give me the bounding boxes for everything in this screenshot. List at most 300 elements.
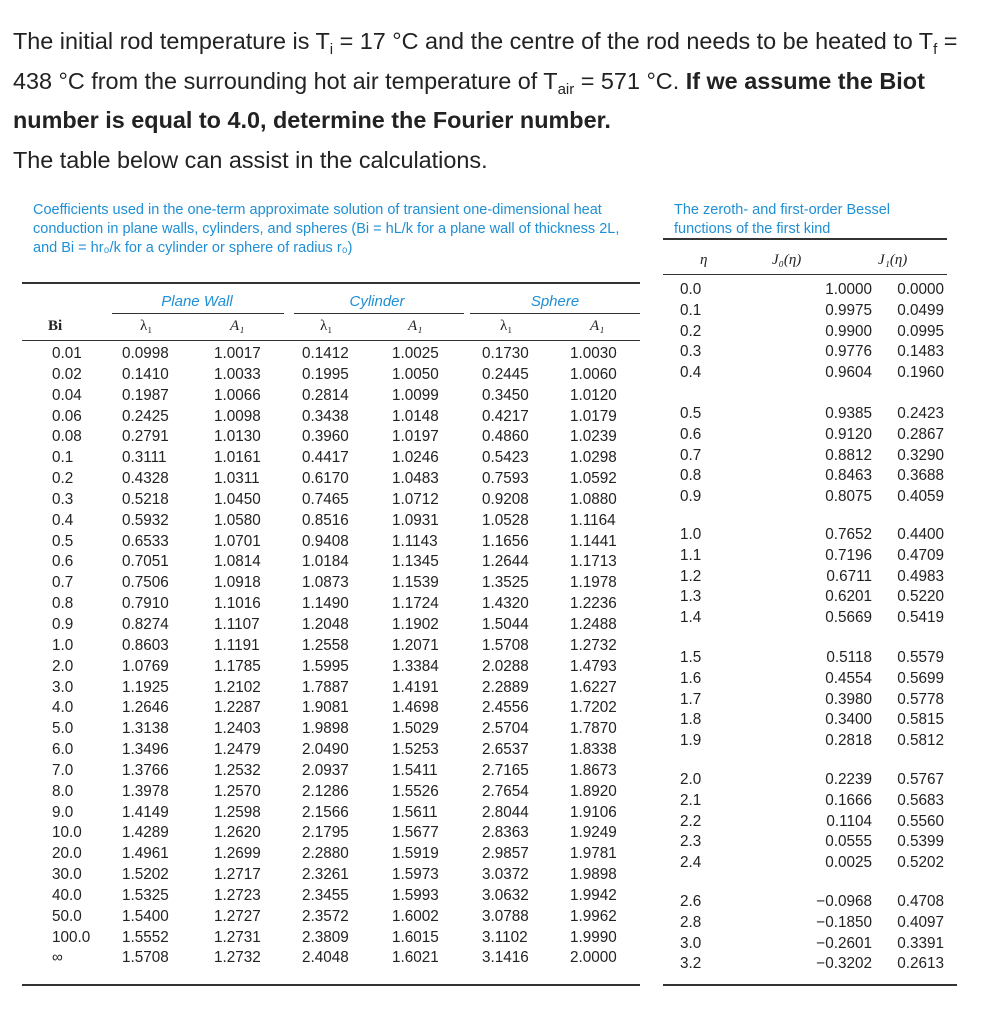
eta-cell: 2.4 <box>680 854 702 872</box>
value-cell: 2.3261 <box>302 866 349 884</box>
bi-cell: 100.0 <box>52 928 91 946</box>
value-cell: 1.9962 <box>570 907 617 925</box>
eta-cell: 1.1 <box>680 546 702 564</box>
list-item <box>680 648 944 669</box>
value-cell: 1.1925 <box>122 678 169 696</box>
value-cell: 0.0025 <box>825 854 872 872</box>
value-cell: 0.6170 <box>302 470 349 488</box>
bi-cell: 1.0 <box>52 636 74 654</box>
value-cell: 1.8338 <box>570 741 617 759</box>
value-cell: 0.7051 <box>122 553 169 571</box>
value-cell: 0.4417 <box>302 449 349 467</box>
value-cell: 1.2717 <box>214 866 261 884</box>
bi-cell: 0.08 <box>52 428 82 446</box>
value-cell: 1.5029 <box>392 720 439 738</box>
list-item <box>680 608 944 629</box>
value-cell: 1.8920 <box>570 782 617 800</box>
value-cell: 0.2445 <box>482 365 529 383</box>
value-cell: 0.3980 <box>825 690 872 708</box>
value-cell: 0.3111 <box>122 449 167 467</box>
bi-cell: 7.0 <box>52 761 74 779</box>
table-row <box>52 719 630 740</box>
value-cell: 1.0017 <box>214 345 261 362</box>
bi-cell: 0.8 <box>52 595 74 613</box>
value-cell: 0.3450 <box>482 386 529 404</box>
value-cell: 2.0937 <box>302 761 349 779</box>
value-cell: 2.3809 <box>302 928 349 946</box>
eta-cell: 1.8 <box>680 711 702 729</box>
group-sphere-rule <box>470 313 640 314</box>
value-cell: 1.5552 <box>122 928 169 946</box>
value-cell: 1.2699 <box>214 845 261 863</box>
list-item <box>680 731 944 752</box>
value-cell: 1.5919 <box>392 845 439 863</box>
value-cell: 1.0592 <box>570 470 617 488</box>
group-sphere: Sphere <box>530 293 580 310</box>
value-cell: 0.2613 <box>897 955 944 973</box>
list-item <box>680 466 944 487</box>
value-cell: 1.5526 <box>392 782 439 800</box>
value-cell: 0.1960 <box>897 364 944 382</box>
value-cell: 1.5202 <box>122 866 169 884</box>
eta-cell: 0.4 <box>680 364 702 382</box>
value-cell: 1.1539 <box>392 574 439 592</box>
value-cell: 0.1483 <box>897 343 944 361</box>
value-cell: 3.0632 <box>482 886 529 904</box>
value-cell: 2.8044 <box>482 803 529 821</box>
value-cell: 2.7165 <box>482 761 529 779</box>
intro-text: The initial rod temperature is T <box>13 28 330 54</box>
value-cell: 1.2646 <box>122 699 169 717</box>
value-cell: 1.2532 <box>214 761 261 779</box>
bi-cell: 0.06 <box>52 407 82 425</box>
header-cyl-a: A₁ <box>408 318 423 334</box>
value-cell: 1.9249 <box>570 824 617 842</box>
value-cell: 1.2479 <box>214 741 261 759</box>
value-cell: 1.0179 <box>570 407 617 425</box>
value-cell: 0.5778 <box>897 690 944 708</box>
value-cell: 1.4149 <box>122 803 169 821</box>
value-cell: 1.7202 <box>570 699 617 717</box>
list-item <box>680 363 944 384</box>
table-row <box>52 948 630 969</box>
value-cell: 1.1143 <box>392 532 438 550</box>
eta-cell: 1.2 <box>680 567 702 585</box>
value-cell: 1.2570 <box>214 782 261 800</box>
value-cell: −0.3202 <box>816 955 872 973</box>
value-cell: 2.3572 <box>302 907 349 925</box>
value-cell: 0.5699 <box>897 669 944 687</box>
value-cell: 0.1995 <box>302 365 349 383</box>
table-row <box>52 511 630 532</box>
table-row <box>52 907 630 928</box>
bi-cell: 0.2 <box>52 470 74 488</box>
value-cell: 1.0161 <box>214 449 261 467</box>
list-item <box>680 587 944 608</box>
value-cell: 1.0197 <box>392 428 439 446</box>
value-cell: 1.0483 <box>392 470 439 488</box>
value-cell: 0.2791 <box>122 428 169 446</box>
ti-equation: = 17 °C and the centre of the rod needs to be heated to T <box>333 28 934 54</box>
value-cell: 1.2723 <box>214 886 261 904</box>
value-cell: 1.6015 <box>392 928 439 946</box>
value-cell: 1.0050 <box>392 365 439 383</box>
value-cell: 1.4289 <box>122 824 169 842</box>
header-eta: η <box>700 252 708 268</box>
value-cell: 2.1286 <box>302 782 349 800</box>
value-cell: 1.2236 <box>570 595 617 613</box>
value-cell: 0.9776 <box>825 343 872 361</box>
value-cell: 0.7593 <box>482 470 529 488</box>
value-cell: 1.5708 <box>482 636 529 654</box>
table-row <box>52 865 630 886</box>
value-cell: 2.0000 <box>570 949 617 967</box>
header-j1: J₁(η) <box>878 252 908 268</box>
value-cell: 1.0239 <box>570 428 617 446</box>
value-cell: 1.2732 <box>570 636 617 654</box>
value-cell: 1.0120 <box>570 386 617 404</box>
group-cylinder: Cylinder <box>349 293 405 310</box>
list-item <box>680 669 944 690</box>
bi-cell: 10.0 <box>52 824 82 842</box>
group-plane-wall: Plane Wall <box>161 293 233 310</box>
value-cell: 1.1713 <box>570 553 617 571</box>
value-cell: 1.3978 <box>122 782 169 800</box>
table-row <box>52 552 630 573</box>
group-plane-wall-rule <box>112 313 284 314</box>
value-cell: 1.4793 <box>570 657 617 675</box>
value-cell: 0.5932 <box>122 511 169 529</box>
value-cell: 1.0450 <box>214 490 261 508</box>
value-cell: 1.0033 <box>214 365 261 383</box>
table-row <box>52 365 630 386</box>
bi-cell: 0.3 <box>52 490 74 508</box>
ti-subscript: i <box>329 41 334 58</box>
value-cell: 1.1902 <box>392 615 439 633</box>
bi-cell: 9.0 <box>52 803 74 821</box>
value-cell: 1.2598 <box>214 803 261 821</box>
value-cell: 2.4556 <box>482 699 529 717</box>
bi-cell: 0.6 <box>52 553 74 571</box>
value-cell: 1.6021 <box>392 949 439 967</box>
value-cell: 1.5973 <box>392 866 439 884</box>
value-cell: 0.5812 <box>897 732 944 750</box>
value-cell: 0.1987 <box>122 386 169 404</box>
bi-cell: 0.04 <box>52 386 82 404</box>
value-cell: 0.0995 <box>897 322 944 340</box>
value-cell: 0.9900 <box>825 322 872 340</box>
value-cell: 1.1978 <box>570 574 617 592</box>
list-item <box>680 770 944 791</box>
value-cell: 1.4320 <box>482 595 529 613</box>
table-row <box>52 740 630 761</box>
value-cell: 0.7196 <box>825 546 872 564</box>
value-cell: −0.0968 <box>816 893 872 910</box>
eta-cell: 0.0 <box>680 281 702 298</box>
bi-cell: 0.7 <box>52 574 74 592</box>
assist-text: The table below can assist in the calculations. <box>13 146 488 173</box>
value-cell: 1.0769 <box>122 657 169 675</box>
value-cell: 1.0918 <box>214 574 261 592</box>
value-cell: 1.2488 <box>570 615 617 633</box>
value-cell: 0.5399 <box>897 833 944 851</box>
value-cell: 0.4400 <box>897 526 944 543</box>
bi-cell: 2.0 <box>52 657 74 675</box>
value-cell: 1.0130 <box>214 428 261 446</box>
value-cell: 1.0298 <box>570 449 617 467</box>
value-cell: 2.8363 <box>482 824 529 842</box>
value-cell: 0.5815 <box>897 711 944 729</box>
value-cell: 0.5579 <box>897 649 944 666</box>
list-item <box>680 342 944 363</box>
value-cell: 0.3400 <box>825 711 872 729</box>
value-cell: 1.1345 <box>392 553 439 571</box>
coef-table <box>52 344 630 969</box>
value-cell: 0.0000 <box>897 281 944 298</box>
value-cell: 0.5423 <box>482 449 529 467</box>
value-cell: 3.1102 <box>482 928 528 946</box>
bi-cell: 0.01 <box>52 345 82 362</box>
value-cell: 1.3766 <box>122 761 169 779</box>
eta-cell: 2.6 <box>680 893 702 910</box>
value-cell: 0.1104 <box>826 812 872 830</box>
bessel-caption-rule <box>663 238 947 240</box>
value-cell: 1.1441 <box>570 532 617 550</box>
bessel-header-rule <box>663 274 947 275</box>
value-cell: 2.3455 <box>302 886 349 904</box>
value-cell: 1.9106 <box>570 803 617 821</box>
eta-cell: 3.2 <box>680 955 702 973</box>
value-cell: 0.0555 <box>825 833 872 851</box>
value-cell: 3.1416 <box>482 949 529 967</box>
value-cell: 1.1490 <box>302 595 349 613</box>
value-cell: 3.0372 <box>482 866 529 884</box>
value-cell: 1.1164 <box>570 511 616 529</box>
value-cell: 1.7870 <box>570 720 617 738</box>
value-cell: 2.5704 <box>482 720 529 738</box>
value-cell: 0.4328 <box>122 470 169 488</box>
eta-cell: 0.9 <box>680 488 702 506</box>
value-cell: 1.4961 <box>122 845 169 863</box>
value-cell: 1.2048 <box>302 615 349 633</box>
tf-subscript: f <box>933 41 938 58</box>
value-cell: 1.5400 <box>122 907 169 925</box>
value-cell: 2.0490 <box>302 741 349 759</box>
eta-cell: 1.5 <box>680 649 702 666</box>
value-cell: 1.5708 <box>122 949 169 967</box>
bi-cell: 6.0 <box>52 741 74 759</box>
value-cell: 0.5669 <box>825 609 872 627</box>
value-cell: 1.0098 <box>214 407 261 425</box>
question-bold: If we assume the Biot number is equal to 4.0, determine the Fourier number. <box>13 67 925 133</box>
bi-cell: 0.5 <box>52 532 74 550</box>
value-cell: 0.4097 <box>897 913 944 931</box>
value-cell: 1.1785 <box>214 657 261 675</box>
table-row <box>52 698 630 719</box>
value-cell: 0.5118 <box>826 649 872 666</box>
value-cell: 0.2239 <box>825 771 872 788</box>
value-cell: 1.2102 <box>214 678 261 696</box>
value-cell: 1.4191 <box>392 678 439 696</box>
value-cell: 1.0184 <box>302 553 349 571</box>
bi-cell: 4.0 <box>52 699 74 717</box>
value-cell: 0.8812 <box>825 446 872 464</box>
value-cell: 0.1410 <box>122 365 169 383</box>
list-item <box>680 812 944 833</box>
table-row <box>52 844 630 865</box>
value-cell: 0.1666 <box>825 791 872 809</box>
value-cell: 0.0499 <box>897 301 944 319</box>
list-item <box>680 690 944 711</box>
value-cell: 1.2558 <box>302 636 349 654</box>
header-sph-a: A₁ <box>590 318 605 334</box>
table-row <box>52 636 630 657</box>
value-cell: 1.0148 <box>392 407 439 425</box>
value-cell: 1.9081 <box>302 699 349 717</box>
value-cell: 0.9604 <box>825 364 872 382</box>
table-row <box>52 469 630 490</box>
value-cell: 1.6227 <box>570 678 617 696</box>
table-row <box>52 573 630 594</box>
value-cell: 0.9408 <box>302 532 349 550</box>
table-row <box>52 448 630 469</box>
list-item <box>680 425 944 446</box>
value-cell: 0.7910 <box>122 595 169 613</box>
value-cell: 1.1724 <box>392 595 439 613</box>
list-item <box>680 832 944 853</box>
value-cell: 0.3960 <box>302 428 349 446</box>
value-cell: 1.9898 <box>570 866 617 884</box>
value-cell: 1.1107 <box>214 615 260 633</box>
value-cell: 2.1566 <box>302 803 349 821</box>
list-item <box>680 525 944 546</box>
bi-cell: ∞ <box>52 949 63 967</box>
value-cell: 0.8274 <box>122 615 169 633</box>
bessel-group <box>680 525 944 629</box>
value-cell: 1.3525 <box>482 574 529 592</box>
value-cell: 0.3391 <box>897 934 944 952</box>
value-cell: 1.0060 <box>570 365 617 383</box>
value-cell: 0.7506 <box>122 574 169 592</box>
tair-subscript: air <box>557 80 575 98</box>
value-cell: 0.8075 <box>825 488 872 506</box>
header-sph-lambda: λ₁ <box>500 318 513 334</box>
tf-equation: = 438 °C from the surrounding hot air temperature of T <box>13 28 958 94</box>
eta-cell: 3.0 <box>680 934 702 952</box>
value-cell: 3.0788 <box>482 907 529 925</box>
eta-cell: 1.6 <box>680 669 702 687</box>
header-cyl-lambda: λ₁ <box>320 318 333 334</box>
table-row <box>52 803 630 824</box>
header-pw-a: A₁ <box>230 318 245 334</box>
list-item <box>680 487 944 508</box>
header-pw-lambda: λ₁ <box>140 318 153 334</box>
value-cell: 2.1795 <box>302 824 349 842</box>
bi-cell: 20.0 <box>52 845 82 863</box>
coef-table-top-rule <box>22 282 640 284</box>
table-row <box>52 782 630 803</box>
value-cell: 2.0288 <box>482 657 529 675</box>
value-cell: 1.1656 <box>482 532 529 550</box>
eta-cell: 0.8 <box>680 467 702 485</box>
value-cell: 1.2287 <box>214 699 261 717</box>
value-cell: 0.2814 <box>302 386 349 404</box>
list-item <box>680 567 944 588</box>
bessel-group <box>680 280 944 384</box>
value-cell: 0.3290 <box>897 446 944 464</box>
table-row <box>52 386 630 407</box>
bi-cell: 0.1 <box>52 449 74 467</box>
value-cell: 1.5611 <box>392 803 438 821</box>
value-cell: 1.2731 <box>214 928 261 946</box>
table-row <box>52 886 630 907</box>
value-cell: 1.2620 <box>214 824 261 842</box>
value-cell: −0.2601 <box>816 934 872 952</box>
value-cell: 0.6201 <box>825 588 872 606</box>
table-row <box>52 427 630 448</box>
coef-header-rule <box>22 340 640 341</box>
value-cell: 1.5325 <box>122 886 169 904</box>
bi-cell: 0.9 <box>52 615 74 633</box>
bi-cell: 5.0 <box>52 720 74 738</box>
value-cell: 0.4059 <box>897 488 944 506</box>
value-cell: 1.5044 <box>482 615 529 633</box>
list-item <box>680 913 944 934</box>
value-cell: 1.2732 <box>214 949 261 967</box>
value-cell: 2.9857 <box>482 845 529 863</box>
eta-cell: 1.4 <box>680 609 702 627</box>
eta-cell: 0.5 <box>680 405 702 422</box>
eta-cell: 2.0 <box>680 771 702 788</box>
value-cell: 1.2644 <box>482 553 529 571</box>
value-cell: 1.2727 <box>214 907 261 925</box>
value-cell: 1.0066 <box>214 386 261 404</box>
list-item <box>680 934 944 955</box>
value-cell: −0.1850 <box>816 913 872 931</box>
bi-cell: 0.02 <box>52 365 82 383</box>
eta-cell: 1.7 <box>680 690 702 708</box>
eta-cell: 1.3 <box>680 588 702 606</box>
value-cell: 1.9898 <box>302 720 349 738</box>
value-cell: 1.0099 <box>392 386 439 404</box>
value-cell: 0.1730 <box>482 345 529 362</box>
value-cell: 1.8673 <box>570 761 617 779</box>
value-cell: 0.9385 <box>825 405 872 422</box>
value-cell: 1.0880 <box>570 490 617 508</box>
value-cell: 0.4708 <box>897 893 944 910</box>
eta-cell: 0.3 <box>680 343 702 361</box>
value-cell: 2.2880 <box>302 845 349 863</box>
value-cell: 1.5995 <box>302 657 349 675</box>
value-cell: 1.0873 <box>302 574 349 592</box>
value-cell: 1.0000 <box>825 281 872 298</box>
bi-cell: 0.4 <box>52 511 74 529</box>
value-cell: 0.5218 <box>122 490 169 508</box>
value-cell: 1.3496 <box>122 741 169 759</box>
list-item <box>680 710 944 731</box>
value-cell: 0.4709 <box>897 546 944 564</box>
eta-cell: 0.7 <box>680 446 702 464</box>
value-cell: 1.9942 <box>570 886 617 904</box>
value-cell: 1.9781 <box>570 845 617 863</box>
eta-cell: 0.1 <box>680 301 702 319</box>
bi-cell: 40.0 <box>52 886 82 904</box>
problem-paragraph <box>13 22 973 141</box>
value-cell: 1.0712 <box>392 490 439 508</box>
list-item <box>680 301 944 322</box>
value-cell: 0.4554 <box>825 669 872 687</box>
eta-cell: 2.3 <box>680 833 702 851</box>
